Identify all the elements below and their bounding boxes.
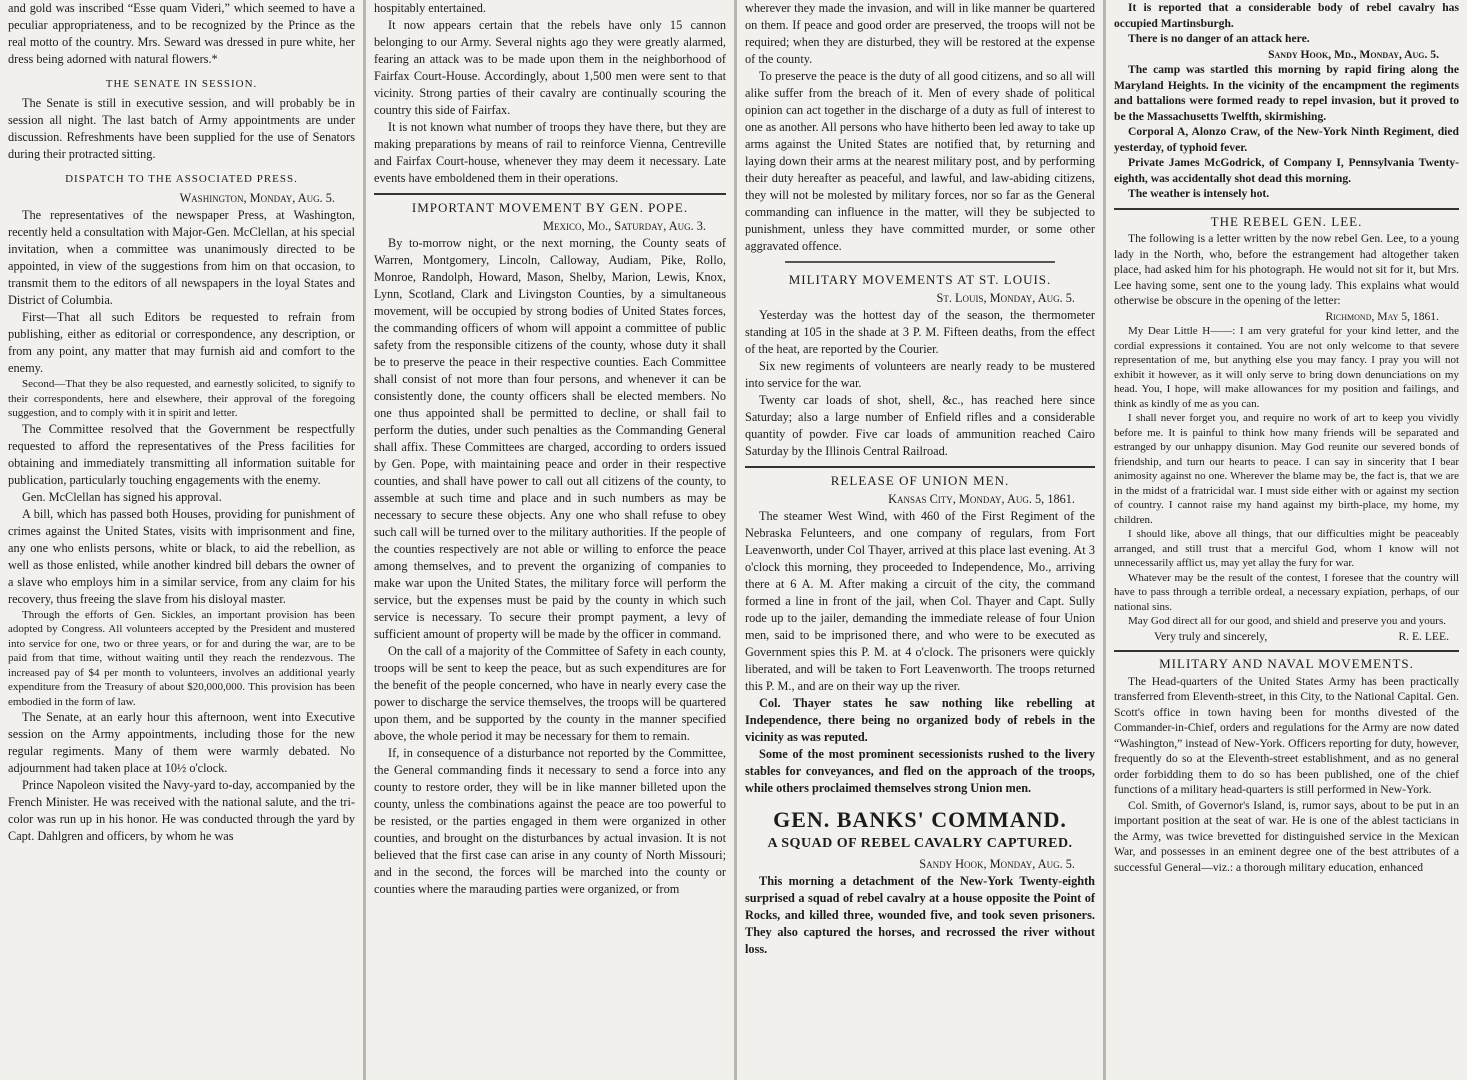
article-paragraph: Some of the most prominent secessionists rushed to the livery stables for conveyances, and fled on the approach of the troops, while others proclaimed themselves strong Union men. [745, 747, 1095, 795]
article-paragraph: wherever they made the invasion, and will in like manner be quartered on them. If peace and good order are preserved, the troops will not be required; when they are disturbed, they will be restored at the expense of the county. [745, 1, 1095, 66]
section-divider [785, 261, 1055, 263]
dateline: St. Louis, Monday, Aug. 5. [936, 291, 1075, 305]
article-paragraph: Second—That they be also requested, and earnestly solicited, to signify to their correspondents, here and elsewhere, their approval of the foregoing suggestion, and to comply with it in spirit and letter. [8, 378, 355, 419]
column-2 [366, 0, 734, 1080]
section-heading: RELEASE OF UNION MEN. [745, 466, 1095, 489]
article-paragraph: Six new regiments of volunteers are nearly ready to be mustered into service for the war. [745, 359, 1095, 390]
signature-name: R. E. LEE. [1398, 629, 1449, 643]
article-paragraph: Yesterday was the hottest day of the season, the thermometer standing at 105 in the shade at 3 P. M. Fifteen deaths, from the effect of the heat, are reported by the Courier. [745, 308, 1095, 356]
article-paragraph: It is not known what number of troops they have there, but they are making preparations by means of rail to reinforce Vienna, Centreville and Fairfax Court-house, whenever they may deem it necessary. Late events have emboldened them in their operations. [374, 120, 726, 185]
article-paragraph: A bill, which has passed both Houses, providing for punishment of crimes against the United States, visits with imprisonment and fine, any one who enlists persons, white or black, to aid the rebellion, as well as those enlisted, while another kindred bill debars the owner of a slave who employs him in a similar service, from any claim for his recovery, thus freeing the slave from his disloyal master. [8, 506, 355, 606]
section-heading: THE REBEL GEN. LEE. [1114, 208, 1459, 230]
article-paragraph: It is reported that a considerable body of rebel cavalry has occupied Martinsburgh. [1114, 1, 1459, 30]
article-paragraph: The weather is intensely hot. [1128, 187, 1270, 200]
section-subheading: A SQUAD OF REBEL CAVALRY CAPTURED. [767, 836, 1073, 851]
dateline: Kansas City, Monday, Aug. 5, 1861. [888, 492, 1075, 506]
article-paragraph: It now appears certain that the rebels have only 15 cannon belonging to our Army. Several nights ago they were greatly alarmed, fearing an attack was to be made upon them in the neighborhood of Fairfax Court-House. Accordingly, about 1,500 men were sent to that vicinity. Strong parties of their cavalry are continually scouring the country this side of Fairfax. [374, 18, 726, 117]
column-1 [0, 0, 363, 1080]
section-heading: MILITARY AND NAVAL MOVEMENTS. [1114, 650, 1459, 672]
article-paragraph: The Committee resolved that the Government be respectfully requested to afford the representatives of the Press facilities for obtaining and immediately transmitting all information suitable for publication, particularly touching engagements with the enemy. [8, 421, 355, 487]
article-paragraph: There is no danger of an attack here. [1128, 32, 1310, 45]
article-paragraph: The Head-quarters of the United States Army has been practically transferred from Eleventh-street, in this City, to the National Capital. Gen. Scott's office in town having been for months divested of the Commander-in-Chief, orders and regulations for the Army are now dated “Washington,” instead of New-York. Officers reporting for duty, however, frequently do so at the Eleventh-street establishment, and as no general order forbidding them to do so has been published, one of the chief functions of a military head-quarters is still performed in New-York. [1114, 674, 1459, 796]
dateline: Richmond, May 5, 1861. [1325, 309, 1439, 323]
article-paragraph: Through the efforts of Gen. Sickles, an important provision has been adopted by Congress. All volunteers accepted by the President and mustered into service for one, two or three years, or for and during the war, are to be paid from that time, without waiting until they reach the rendezvous. The increased pay of $4 per month to volunteers, involves an additional yearly expenditure from the Treasury of about $20,000,000. This provision has been embodied in the form of law. [8, 608, 355, 708]
dateline: Sandy Hook, Monday, Aug. 5. [919, 857, 1075, 871]
section-heading: IMPORTANT MOVEMENT BY GEN. POPE. [374, 193, 726, 216]
article-paragraph: The camp was startled this morning by rapid firing along the Maryland Heights. In the vicinity of the encampment the regiments and battalions were formed ready to repel invasion, but it proved to be the Massachusetts Twelfth, skirmishing. [1114, 63, 1459, 123]
dateline: Washington, Monday, Aug. 5. [179, 191, 335, 205]
article-paragraph: The steamer West Wind, with 460 of the First Regiment of the Nebraska Felunteers, and one company of regulars, from Fort Leavenworth, under Col Thayer, arrived at this place last evening. At 3 o'clock this morning, they proceeded to Independence, Mo., arriving there at 6 A. M. After making a circuit of the city, the command formed a line in front of the jail, when Col. Thayer and Capt. Sully rode up to the jailer, demanding the immediate release of four Union men, said to be imprisoned there, and who were to be executed as Government spies this P. M. at 4 o'clock. The prisoners were quickly liberated, and will be taken to Fort Leavenworth. The troops returned this P. M., and are on their way up the river. [745, 509, 1095, 693]
article-paragraph: The Senate is still in executive session, and will probably be in session all night. The last batch of Army appointments are under discussion. Refreshments have been supplied for the use of Senators during their protracted sitting. [8, 96, 355, 161]
dateline: Mexico, Mo., Saturday, Aug. 3. [543, 219, 706, 233]
article-paragraph: First—That all such Editors be requested to refrain from publishing, either as editorial or correspondence, any description, or from any point, any matter that may furnish aid and comfort to the enemy. [8, 310, 355, 375]
letter-paragraph: I shall never forget you, and require no work of art to keep you vividly before me. It is painful to think how many friends will be separated and estranged by our unhappy disunion. May God reunite our severed bonds of friendship, and turn our hearts to peace. I can say in sincerity that I bear animosity against no one. Wherever the blame may be, the fact is, that we are in the midst of a fratricidal war. I must side either with or against my section of country. I cannot raise my hand against my birth-place, my home, my children. [1114, 412, 1459, 526]
article-paragraph: Gen. McClellan has signed his approval. [22, 489, 222, 504]
article-paragraph: Corporal A, Alonzo Craw, of the New-York Ninth Regiment, died yesterday, of typhoid fever. [1114, 125, 1459, 154]
article-paragraph: Twenty car loads of shot, shell, &c., has reached here since Saturday; also a large number of Enfield rifles and a considerable quantity of powder. Five car loads of ammunition reached Cairo Saturday by the Illinois Central Railroad. [745, 393, 1095, 458]
article-paragraph: To preserve the peace is the duty of all good citizens, and so all will alike suffer from the breach of it. Men of every shade of political opinion can act together in the discharge of a duty as full of interest to one as another. All persons who have hitherto been led away to take up arms against the United States are notified that, by returning and laying down their arms at the nearest military post, and by performing their duty hereafter as peaceful, and lawful, and law-abiding citizens, they will not be molested by military forces, nor so far as the General commanding can influence in the matter, will they be subjected to punishment, unless they have committed murder, or some other aggravated offence. [745, 69, 1095, 253]
article-paragraph: Col. Thayer states he saw nothing like rebelling at Independence, there being no organized body of rebels in the vicinity as was reputed. [745, 696, 1095, 744]
article-paragraph: and gold was inscribed “Esse quam Videri,” which seemed to have a peculiar appropriateness, and to be recognized by the Prince as the real motto of the country. Mrs. Seward was dressed in pure white, her dress being adorned with natural flowers.* [8, 1, 355, 66]
article-paragraph: Private James McGodrick, of Company I, Pennsylvania Twenty-eighth, was accidentally shot dead this morning. [1114, 156, 1459, 185]
article-paragraph: hospitably entertained. [374, 1, 487, 15]
signature-closing: Very truly and sincerely, [1154, 629, 1268, 643]
column-3 [737, 0, 1103, 1080]
section-heading: MILITARY MOVEMENTS AT ST. LOUIS. [788, 272, 1052, 287]
section-heading: DISPATCH TO THE ASSOCIATED PRESS. [65, 173, 298, 185]
letter-signature [1114, 629, 1459, 645]
dateline: Sandy Hook, Md., Monday, Aug. 5. [1268, 47, 1439, 61]
letter-paragraph: May God direct all for our good, and shield and preserve you and yours. [1128, 615, 1447, 627]
letter-paragraph: I should like, above all things, that our difficulties might be peaceably arranged, and still trust that a merciful God, whom I know will not unnecessarily afflict us, may yet allay the fury for war. [1114, 528, 1459, 569]
article-paragraph: By to-morrow night, or the next morning, the County seats of Warren, Montgomery, Lincoln, Calloway, Audiam, Pike, Rollo, Monroe, Randolph, Howard, Mason, Shelby, Marion, Lewis, Knox, Lynn, Scotland, Clark and Livingston Counties, by a simultaneous movement, will be occupied by strong bodies of United States forces, the commanding officers of whom will appoint a committee of public safety from the responsible citizens of the county, whose duty it shall be to preserve the peace in their respective counties. Each Committee shall consist of not more than four persons, and whenever it can be consistently done, the county officers shall be elected members. No one thus appointed shall be permitted to decline, or shall fail to perform the duties, under such penalties as the Commanding General shall affix. These Committees are charged, according to orders issued by Gen. Pope, with maintaining peace and order in their respective counties, and shall have power to call out all citizens of the county, to assemble at such time and place and in such numbers as may be necessary to secure these objects. Any one who shall refuse to obey such call will be turned over to the military authorities. If the people of the counties respectively are not able or willing to enforce the peace among themselves, and to prevent the organizing of companies to make war upon the United States, the military force will perform the service, but the expenses must be paid by the county in which such service is necessary. To secure their prompt payment, a levy of sufficient amount of property will be made by the officer in command. [374, 236, 726, 641]
article-paragraph: On the call of a majority of the Committee of Safety in each county, troops will be sent to keep the peace, but as such expenditures are for the benefit of the people concerned, who have in nearly every case the power to discharge the service themselves, the troops will be quartered upon them, and be supported by the county in the manner specified above, the whole period it may be necessary for them to remain. [374, 644, 726, 743]
column-4 [1106, 0, 1467, 1080]
letter-paragraph: Whatever may be the result of the contest, I foresee that the country will have to pass through a terrible ordeal, a necessary expiation, perhaps, of our national sins. [1114, 571, 1459, 613]
article-paragraph: If, in consequence of a disturbance not reported by the Committee, the General commanding finds it necessary to send a force into any county to restore order, they will be in like manner billeted upon the county, unless the combinations against the peace are too powerful to be resisted, or the parties engaged in them were organized in other counties, and brought on the disturbances by actual invasion. It is not believed that the first case can arise in any county of North Missouri; and in the second, the forces will be marched into the county or counties where the marauding parties were organized, or from [374, 746, 726, 896]
article-paragraph: Col. Smith, of Governor's Island, is, rumor says, about to be put in an important position at the seat of war. He is one of the ablest tacticians in the Army, was twice brevetted for distinguished service in the Mexican War, and possesses in an eminent degree one of the best attributes of a successful General—viz.: a thorough military education, enhanced [1114, 798, 1459, 874]
article-paragraph: The representatives of the newspaper Press, at Washington, recently held a consultation with Major-Gen. McClellan, at his special invitation, when a committee was unanimously directed to be appointed, in view of the suggestions from him on that occasion, to transmit them to the editors of all newspapers in the loyal States and District of Columbia. [8, 208, 355, 307]
article-paragraph: This morning a detachment of the New-York Twenty-eighth surprised a squad of rebel cavalry at a house opposite the Point of Rocks, and killed three, wounded five, and took seven prisoners. They also captured the horses, and recrossed the river without loss. [745, 874, 1095, 956]
article-paragraph: The following is a letter written by the now rebel Gen. Lee, to a young lady in the North, who, before the estrangement had altogether taken place, had asked him for his photograph. He would not sit for it, but Mrs. Lee having some, sent one to the young lady. This explains what would otherwise be obscure in the opening of the letter: [1114, 232, 1459, 307]
article-paragraph: The Senate, at an early hour this afternoon, went into Executive session on the Army appointments, including those for the new regular regiments. Many of them were warmly debated. No adjournment had taken place at 10½ o'clock. [8, 710, 355, 775]
article-paragraph: Prince Napoleon visited the Navy-yard to-day, accompanied by the French Minister. He was received with the national salute, and the tri-color was run up in his honor. He was conducted through the yard by Capt. Dahlgren and officers, by whom he was [8, 778, 355, 843]
section-heading: GEN. BANKS' COMMAND. [773, 807, 1067, 832]
section-heading: THE SENATE IN SESSION. [105, 78, 258, 90]
letter-paragraph: My Dear Little H——: I am very grateful for your kind letter, and the cordial expressions it contained. You are not only welcome to that severe representation of me, but anything else you may fancy. I pray you will not exhibit it however, as it will only serve to bring down denunciations on my head. You, I hope, will make allowances for my position and failings, and think as kindly of me as you can. [1114, 325, 1459, 410]
